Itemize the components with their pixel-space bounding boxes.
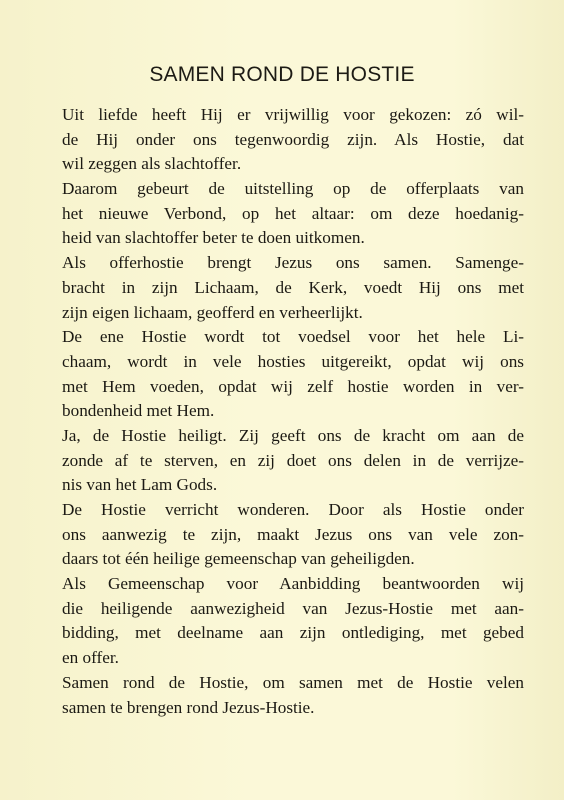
body-text	[62, 103, 524, 720]
text-line: die heiligende aanwezigheid van Jezus-Hostie met aan-	[62, 598, 524, 618]
text-line: chaam, wordt in vele hosties uitgereikt, opdat wij ons	[62, 351, 524, 371]
text-line: De Hostie verricht wonderen. Door als Hostie onder	[62, 500, 524, 519]
text-line: Ja, de Hostie heiligt. Zij geeft ons de kracht om aan de	[62, 425, 524, 445]
text-line: met Hem voeden, opdat wij zelf hostie worden in ver-	[62, 376, 524, 396]
text-line: samen te brengen rond Jezus-Hostie.	[62, 697, 315, 717]
text-line: Uit liefde heeft Hij er vrijwillig voor gekozen: zó wil-	[62, 105, 524, 124]
text-line: daars tot één heilige gemeenschap van geheiligden.	[62, 549, 415, 569]
text-line: bracht in zijn Lichaam, de Kerk, voedt Hij ons met	[62, 277, 524, 297]
text-line: heid van slachtoffer beter te doen uitkomen.	[62, 228, 365, 248]
text-line: Als Gemeenschap voor Aanbidding beantwoorden wij	[62, 574, 524, 594]
paragraph-2	[62, 177, 524, 251]
paragraph-7	[62, 572, 524, 671]
text-line: bondenheid met Hem.	[62, 401, 215, 421]
text-line: ons aanwezig te zijn, maakt Jezus ons van vele zon-	[62, 524, 524, 544]
text-line: Daarom gebeurt de uitstelling op de offerplaats van	[62, 179, 524, 199]
paragraph-1	[62, 103, 524, 177]
text-line: wil zeggen als slachtoffer.	[62, 154, 242, 174]
text-line: De ene Hostie wordt tot voedsel voor het hele Li-	[62, 327, 524, 347]
text-line: zonde af te sterven, en zij doet ons delen in de verrijze-	[62, 450, 524, 470]
text-line: nis van het Lam Gods.	[62, 475, 218, 495]
text-line: het nieuwe Verbond, op het altaar: om deze hoedanig-	[62, 203, 524, 223]
paragraph-3	[62, 251, 524, 325]
paragraph-8	[62, 671, 524, 720]
text-line: de Hij onder ons tegenwoordig zijn. Als Hostie, dat	[62, 129, 524, 149]
paragraph-5	[62, 424, 524, 498]
paragraph-4	[62, 325, 524, 424]
text-line: zijn eigen lichaam, geofferd en verheerlijkt.	[62, 302, 363, 322]
paragraph-6	[62, 498, 524, 572]
text-line: Als offerhostie brengt Jezus ons samen. Samenge-	[62, 253, 524, 273]
page-title: SAMEN ROND DE HOSTIE	[149, 63, 415, 86]
text-line: Samen rond de Hostie, om samen met de Hostie velen	[62, 672, 524, 692]
text-line: en offer.	[62, 648, 119, 668]
text-line: bidding, met deelname aan zijn ontlediging, met gebed	[62, 623, 524, 643]
